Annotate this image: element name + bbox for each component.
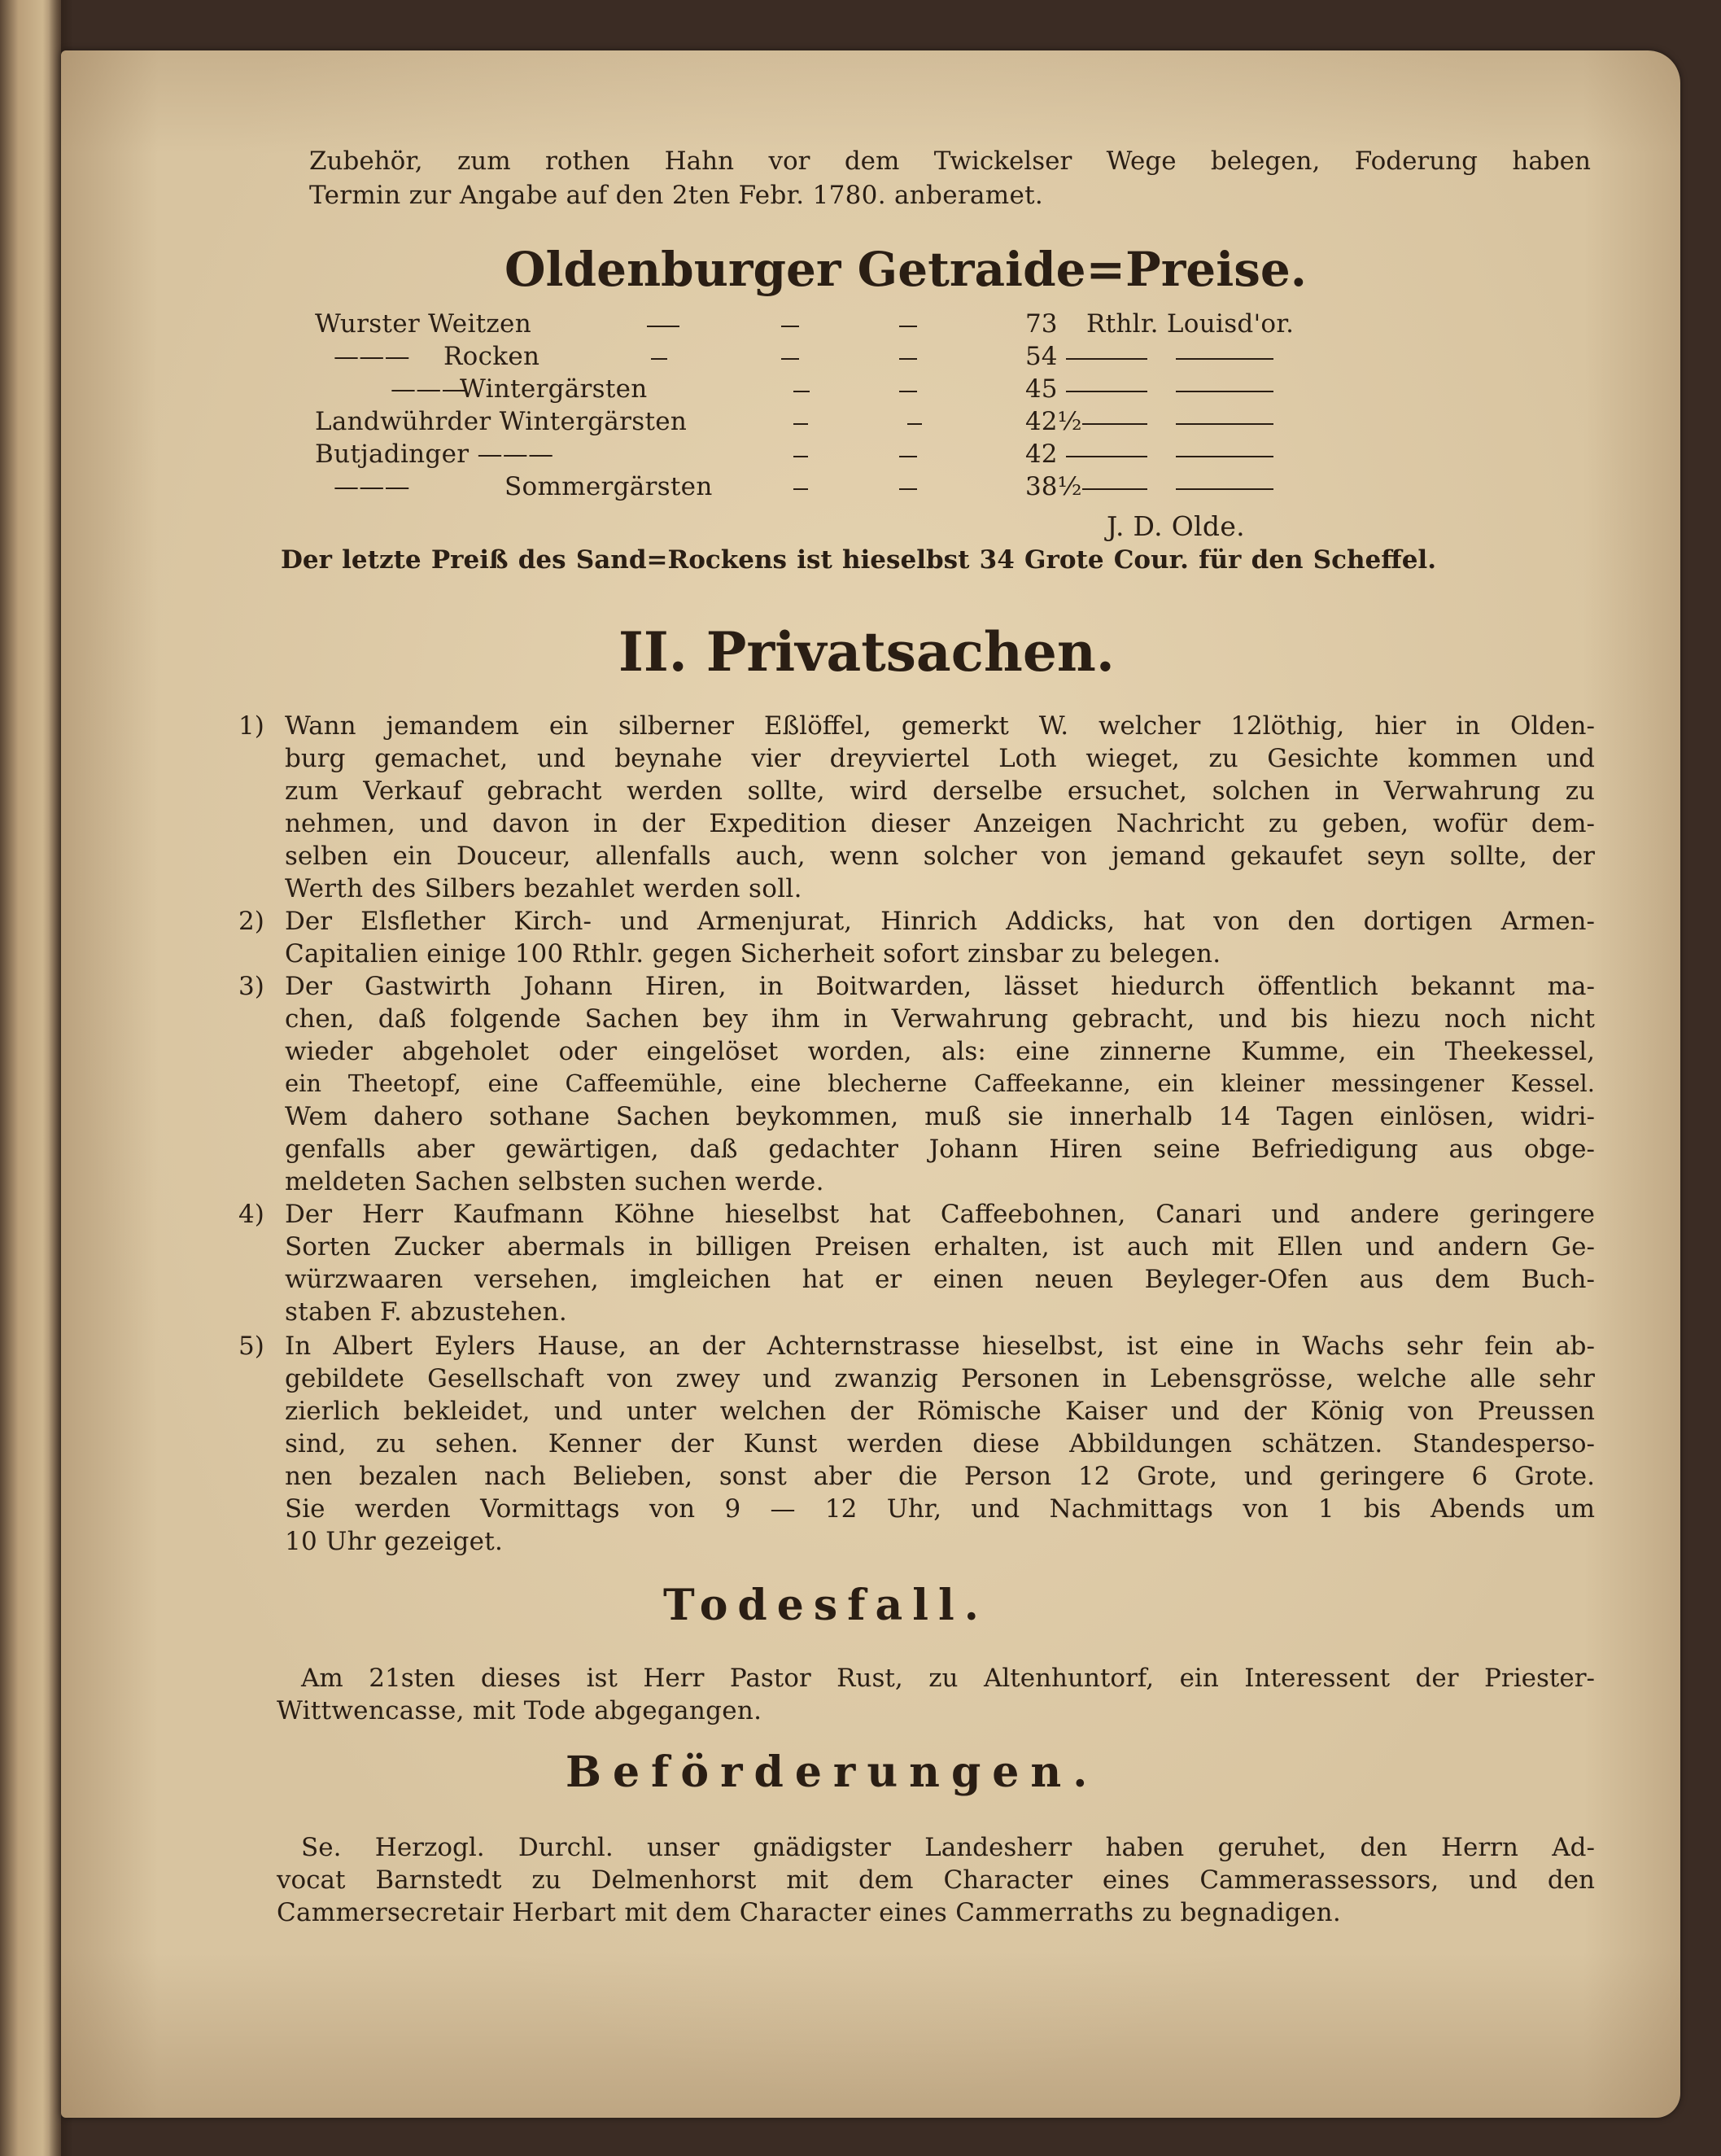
item-1-line: selben ein Douceur, allenfalls auch, wenn solcher von jemand gekaufet seyn sollte, der: [285, 842, 1595, 871]
ditto-line: [1066, 358, 1147, 360]
dash: [793, 488, 808, 490]
promotion-line: vocat Barnstedt zu Delmenhorst mit dem Character eines Cammerassessors, und den: [277, 1865, 1595, 1895]
price-value-3: 45: [1025, 374, 1058, 404]
item-4-line: Der Herr Kaufmann Köhne hieselbst hat Caffeebohnen, Canari und andere geringere: [285, 1200, 1595, 1229]
item-3-line: Wem dahero sothane Sachen beykommen, muß sie innerhalb 14 Tagen einlösen, widri-: [285, 1102, 1595, 1131]
item-3-line: meldeten Sachen selbsten suchen werde.: [285, 1167, 824, 1196]
item-3-line: wieder abgeholet oder eingelöset worden, als: eine zinnerne Kumme, ein Theekessel,: [285, 1037, 1595, 1066]
prices-title: Oldenburger Getraide=Preise.: [505, 242, 1307, 297]
price-signature: J. D. Olde.: [1107, 510, 1245, 542]
item-1-line: Wann jemandem ein silberner Eßlöffel, gemerkt W. welcher 12löthig, hier in Olden-: [285, 711, 1595, 741]
promotion-line: Cammersecretair Herbart mit dem Character eines Cammerraths zu begnadigen.: [277, 1898, 1342, 1927]
dash: [899, 358, 917, 360]
ditto-line: [1176, 358, 1273, 360]
ditto-line: [1082, 488, 1147, 490]
item-3-line: genfalls aber gewärtigen, daß gedachter Johann Hiren seine Befriedigung aus obge-: [285, 1135, 1595, 1164]
price-lead-2: ———: [334, 342, 410, 371]
ditto-line: [1082, 423, 1147, 425]
item-4-line: Sorten Zucker abermals in billigen Preisen erhalten, ist auch mit Ellen und andern Ge-: [285, 1232, 1595, 1262]
item-3-line: chen, daß folgende Sachen bey ihm in Verwahrung gebracht, und bis hiezu noch nicht: [285, 1004, 1595, 1034]
dash: [793, 423, 808, 425]
ditto-line: [1176, 456, 1273, 457]
document-page: [61, 50, 1680, 2118]
section-title-privatsachen: II. Privatsachen.: [618, 620, 1115, 684]
item-2-line: Capitalien einige 100 Rthlr. gegen Sicherheit sofort zinsbar zu belegen.: [285, 939, 1221, 969]
ditto-line: [1176, 423, 1273, 425]
item-1-line: zum Verkauf gebracht werden sollte, wird derselbe ersuchet, solchen in Verwahrung zu: [285, 776, 1595, 806]
price-unit: Rthlr. Louisd'or.: [1086, 309, 1295, 339]
intro-line-1: Zubehör, zum rothen Hahn vor dem Twickelser Wege belegen, Foderung haben: [309, 147, 1591, 176]
item-5-line: zierlich bekleidet, und unter welchen der Römische Kaiser und der König von Preussen: [285, 1397, 1595, 1426]
item-number-3: 3): [238, 972, 264, 1001]
price-label-4: Landwührder Wintergärsten: [315, 407, 688, 436]
item-2-line: Der Elsflether Kirch- und Armenjurat, Hinrich Addicks, hat von den dortigen Armen-: [285, 907, 1595, 936]
dash: [899, 488, 917, 490]
item-4-line: staben F. abzustehen.: [285, 1297, 568, 1327]
intro-line-2: Termin zur Angabe auf den 2ten Febr. 1780. anberamet.: [309, 181, 1044, 210]
item-5-line: In Albert Eylers Hause, an der Achternstrasse hieselbst, ist eine in Wachs sehr fein ab-: [285, 1332, 1595, 1361]
death-line: Wittwencasse, mit Tode abgegangen.: [277, 1696, 762, 1725]
price-value-6: 38½: [1025, 472, 1082, 501]
price-value-1: 73: [1025, 309, 1058, 339]
dash: [899, 391, 917, 392]
item-number-4: 4): [238, 1200, 264, 1229]
price-label-1: Wurster Weitzen: [315, 309, 531, 339]
dash: [907, 423, 922, 425]
item-5-line: nen bezalen nach Belieben, sonst aber die Person 12 Grote, und geringere 6 Grote.: [285, 1462, 1595, 1491]
dash: [793, 456, 808, 457]
section-title-befoerderungen: Beförderungen.: [566, 1747, 1099, 1797]
price-value-2: 54: [1025, 342, 1058, 371]
promotion-line: Se. Herzogl. Durchl. unser gnädigster Landesherr haben geruhet, den Herrn Ad-: [301, 1833, 1595, 1862]
ditto-line: [1066, 456, 1147, 457]
dash: [781, 326, 799, 327]
item-5-line: gebildete Gesellschaft von zwey und zwanzig Personen in Lebensgrösse, welche alle sehr: [285, 1364, 1595, 1393]
price-value-4: 42½: [1025, 407, 1082, 436]
item-1-line: nehmen, und davon in der Expedition dieser Anzeigen Nachricht zu geben, wofür dem-: [285, 809, 1595, 838]
dash: [899, 326, 917, 327]
page-content: [61, 50, 1680, 2118]
price-label-3: Wintergärsten: [460, 374, 648, 404]
item-5-line: 10 Uhr gezeiget.: [285, 1527, 504, 1556]
dash: [651, 358, 667, 360]
item-3-line: ein Theetopf, eine Caffeemühle, eine blecherne Caffeekanne, ein kleiner messingener Kessel.: [285, 1069, 1595, 1097]
item-number-5: 5): [238, 1332, 264, 1361]
item-5-line: Sie werden Vormittags von 9 — 12 Uhr, und Nachmittags von 1 bis Abends um: [285, 1494, 1595, 1524]
item-3-line: Der Gastwirth Johann Hiren, in Boitwarden, lässet hiedurch öffentlich bekannt ma-: [285, 972, 1595, 1001]
price-value-5: 42: [1025, 440, 1058, 469]
ditto-line: [1066, 391, 1147, 392]
item-number-1: 1): [238, 711, 264, 741]
price-label-2: Rocken: [443, 342, 540, 371]
item-1-line: Werth des Silbers bezahlet werden soll.: [285, 874, 802, 903]
death-line: Am 21sten dieses ist Herr Pastor Rust, zu Altenhuntorf, ein Interessent der Priester-: [301, 1664, 1595, 1693]
section-title-todesfall: Todesfall.: [663, 1581, 989, 1630]
ditto-line: [1176, 391, 1273, 392]
dash: [647, 326, 679, 327]
dash: [899, 456, 917, 457]
price-label-6: Sommergärsten: [505, 472, 713, 501]
price-note: Der letzte Preiß des Sand=Rockens ist hieselbst 34 Grote Cour. für den Scheffel.: [281, 545, 1436, 575]
price-label-5: Butjadinger ———: [315, 440, 554, 469]
price-lead-3: ———: [391, 374, 467, 404]
dash: [781, 358, 799, 360]
price-lead-6: ———: [334, 472, 410, 501]
dash: [793, 391, 810, 392]
item-number-2: 2): [238, 907, 264, 936]
ditto-line: [1176, 488, 1273, 490]
item-5-line: sind, zu sehen. Kenner der Kunst werden diese Abbildungen schätzen. Standesperso-: [285, 1429, 1595, 1458]
item-4-line: würzwaaren versehen, imgleichen hat er einen neuen Beyleger-Ofen aus dem Buch-: [285, 1265, 1595, 1294]
item-1-line: burg gemachet, und beynahe vier dreyviertel Loth wieget, zu Gesichte kommen und: [285, 744, 1595, 773]
